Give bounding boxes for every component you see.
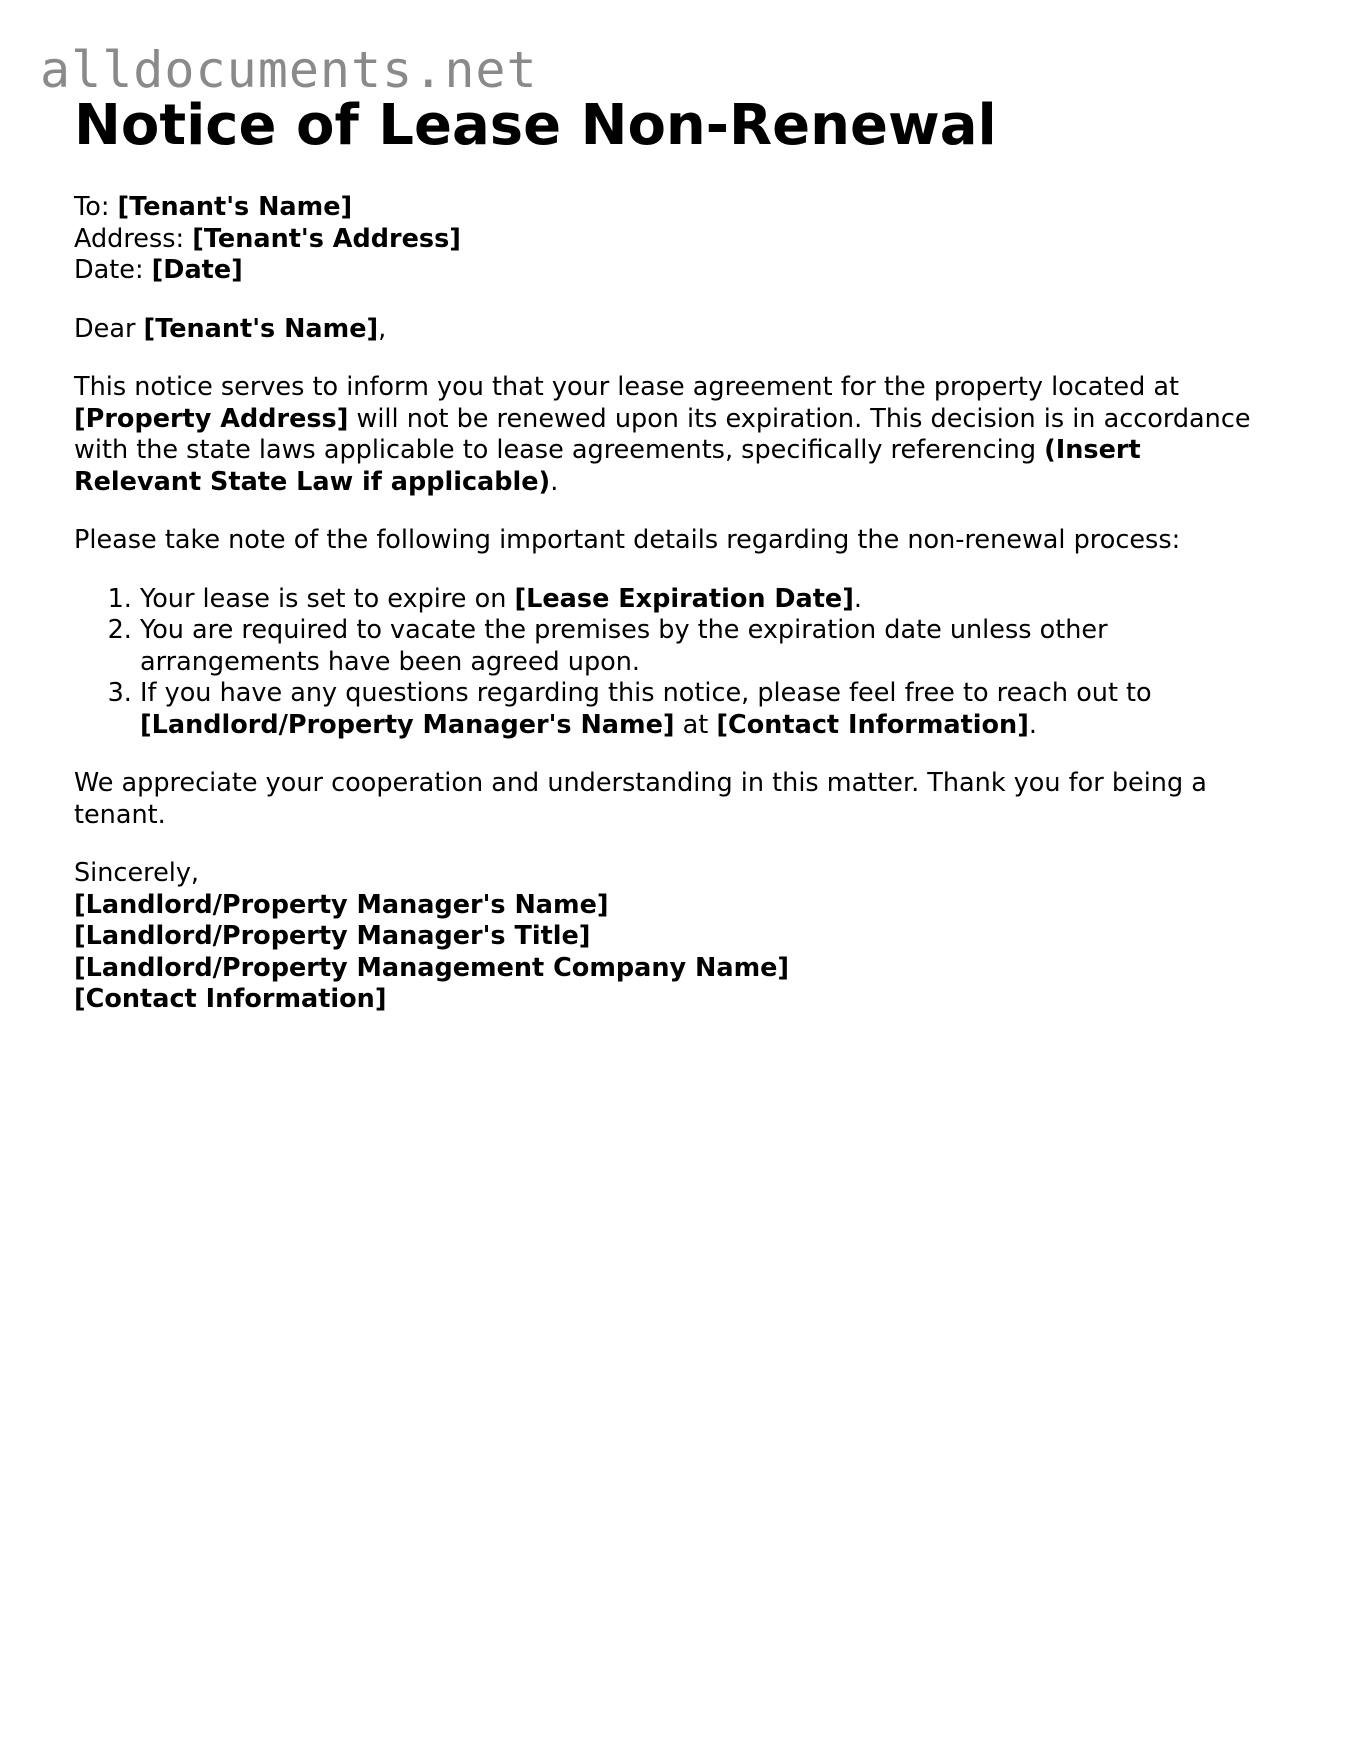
intro-text-3: . [550,466,559,497]
date-field: [Date] [151,255,243,285]
date-line [74,255,1274,287]
lease-expiration-date-field: [Lease Expiration Date] [514,583,854,614]
landlord-name-field: [Landlord/Property Manager's Name] [140,709,675,740]
watermark: alldocuments.net [40,41,538,99]
details-list [74,584,1274,742]
item3-end: . [1028,709,1037,740]
property-address-field: [Property Address] [74,403,349,434]
state-law-field: (Insert Relevant State Law if applicable) [74,435,1141,497]
item1-end: . [853,583,862,614]
list-item [140,678,1274,741]
list-item [140,615,1274,678]
greeting-prefix: Dear [74,313,144,344]
item2-text: You are required to vacate the premises by the expiration date unless other arrangements have been agreed upon. [140,615,1108,677]
item3-mid: at [674,709,717,740]
intro-text-2: will not be renewed upon its expiration. This decision is in accordance with the state laws applicable to lease agreements, specifically referencing [74,403,1251,465]
details-intro: Please take note of the following important details regarding the non-renewal process: [74,525,1181,555]
signature-block [74,858,1274,1016]
tenant-name-field: [Tenant's Name] [117,192,353,222]
company-name-field: [Landlord/Property Management Company Name] [74,952,790,983]
greeting-tenant-name: [Tenant's Name] [143,313,379,344]
closing-paragraph: We appreciate your cooperation and understanding in this matter. Thank you for being a tenant. [74,768,1207,830]
tenant-address-field: [Tenant's Address] [192,223,461,254]
greeting-suffix: , [378,313,387,344]
document-title: Notice of Lease Non-Renewal [74,93,997,158]
date-label: Date: [74,255,152,285]
intro-text-1: This notice serves to inform you that your lease agreement for the property located at [74,372,1180,402]
item3-text: If you have any questions regarding this notice, please feel free to reach out to [140,678,1152,708]
signer-contact-field: [Contact Information] [74,984,387,1014]
item1-text: Your lease is set to expire on [140,583,515,614]
document-page [74,90,1274,1016]
address-line [74,224,1274,256]
intro-paragraph [74,372,1274,498]
address-label: Address: [74,223,193,254]
to-line [74,192,1274,224]
salutation: Sincerely, [74,858,200,888]
to-label: To: [74,192,118,222]
signer-title-field: [Landlord/Property Manager's Title] [74,921,591,951]
list-item [140,584,1274,616]
greeting [74,314,1274,346]
signer-name-field: [Landlord/Property Manager's Name] [74,889,609,920]
contact-information-field: [Contact Information] [716,709,1029,740]
recipient-block [74,192,1274,287]
